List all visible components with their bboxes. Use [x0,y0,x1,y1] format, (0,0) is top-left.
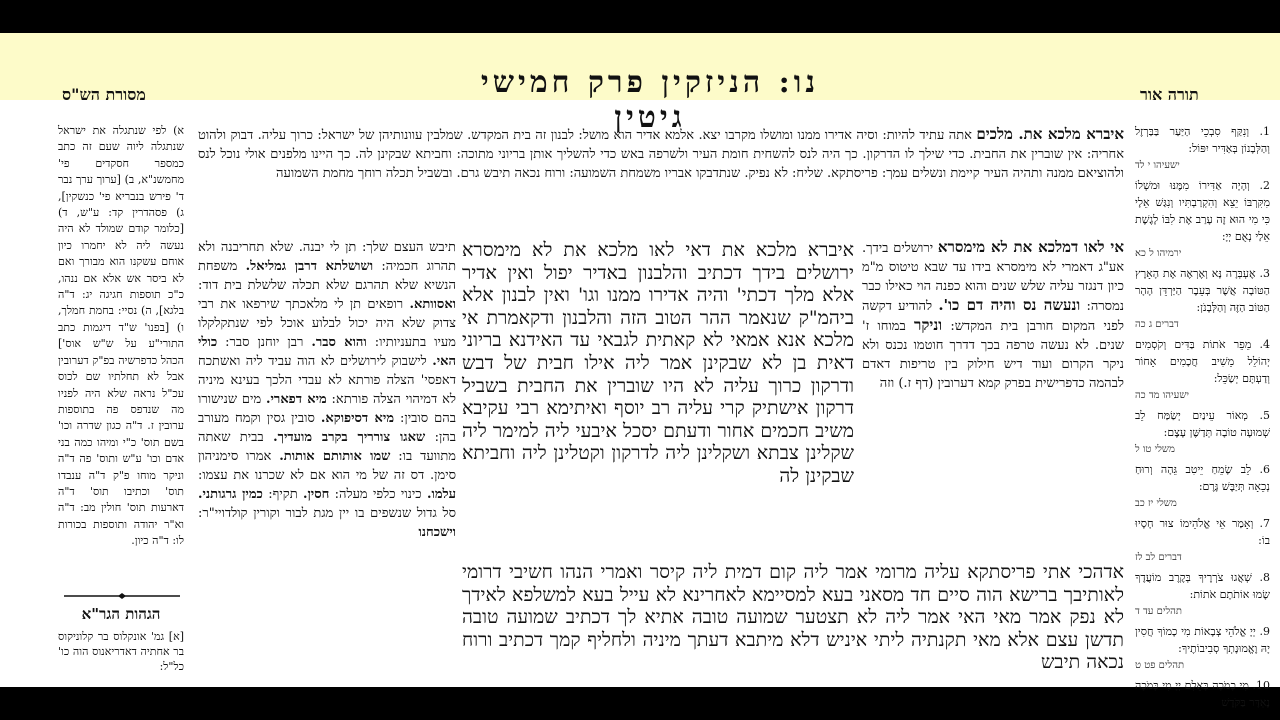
torah-or-entry: 4. מֵפֵר אֹתוֹת בַּדִּים וְקֹסְמִים יְהוֹלֵל מֵשִׁיב חֲכָמִים אָחוֹר וְדַעְתָּם יְשַׂכֵּל: ישעיהו מד כה [1135,338,1270,401]
dibbur-hamatchil: אי לאו דמלכא את לא מימסרא [937,238,1124,256]
ornament-divider [62,593,182,599]
dibbur-hamatchil: מיא דסיפוקא. [320,411,395,426]
dibbur-hamatchil: שמו אותותם אותות. [279,449,391,464]
dibbur-hamatchil: שאגו צורריך בקרב מועדיך. [273,430,426,445]
masoret-heading: מסורת הש"ס [62,85,146,104]
torah-or-column [1135,123,1270,709]
gemara-text: איברא מלכא את דאי לאו מלכא את לא מימסרא ירושלים בידך דכתיב והלבנון באדיר יפול ואין אדיר אלא מלך דכתי' והיה אדירו ממנו וגו' ואין לבנון אלא ביהמ"ק שנאמר ההר הטוב הזה והלבנון ודקאמרת אי מלכא אנא אמאי לא קאתית לגבאי עד האידנא בריוני דאית בן לא שבקינן אמר ליה אילו חבית של דבש ודרקון כרוך עליה לא היו שוברין את החבית בשביל דרקון אישתיק קרי עליה רב יוסף ואיתימא רבי עקיבא משיב חכמים אחור ודעתם יסכל איבעי ליה למימר ליה שקלינן צבתא ושקלינן ליה לדרקון וקטלינן ליה וחביתא שבקינן לה [462,239,854,487]
masoret-column: א) לפי שנתגלה את ישראל שנתגלה ליוה שעם זה כתב כמספר חסקדים פי' מחמשנ"א, ב) [ערוך ערך נבר ד' פירש בנבריא פי' כנשקין], ג) פסהדרין קד: ע"ש, ד) [כלומר קודם שמולד לא היה נעשה ליה לא יחמרו כיון אוחם עשקנו הוא מבורך ואם לא ביסר אש אלא אם ננהו, כ"כ תוספות חגיגה יג: ד"ה בלגא], ה) נסיי: בחמת חמלך, ו) [בפנו' ש"ד דיגמות כתב התורי"ע על ש"ש אוס'] הכהל כדפרשיה בפ"ק דערובין אבל לא תחלתיו שם לכוס עכ"ל נראה שלא היה לפניו מה שנדפס פה בתוספות ערובין ז. ד"ה כגון שדרה וכו' בשם תוס' כ"י ומיהו כמה בני אדם וכו' ע"ש ותוס' פה ד"ה וניקר מוחו פ"ק ד"ה ענבדו תוס' וכתיבו תוס' ד"ה דארעות תוס' חולין מב: ד"ה וא"ר יהודה ותוספות בכורות לו: ד"ה כיון. [58,124,184,548]
hagahot-title: הגהות הגר"א [81,605,161,623]
torah-or-entry: 7. וְאָמַר אֵי אֱלֹהֵימוֹ צוּר חָסָיוּ בוֹ: דברים לב לז [1135,517,1270,563]
dibbur-hamatchil: חסין. [302,487,330,502]
torah-or-entry: 2. וְהָיָה אַדִּירוֹ מִמֶּנּוּ וּמשְׁלוֹ מִקִּרְבּוֹ יֵצֵא וְהִקְרַבְתִּיו וְנִגַּשׁ אֵלָי כִּי מִי הוּא זֶה עָרַב אֶת לִבּוֹ לָגֶשֶׁת אֵלַי נְאֻם יְיָ: ירמיהו ל כא [1135,179,1270,259]
commentary-right: אי לאו דמלכא את לא מימסרא ירושלים בידך. אע"ג דאמרי לא מימסרא בידו עד שבא טיטוס מ"מ כיון דנגזר עליה שלש שנים והוא כפנה הוי כאילו כבר נמסרה: ונעשה נס והיה דם כו'. להודיע דקשה לפני המקום חורבן בית המקדש: וניקר במוחו ז' שנים. לא נעשה טרפה בכך דדרך חוטמו נכנס ולא ניקר הקרום ועוד דיש חילוק בין טריפות דאדם לבהמה כדפרישית בפרק קמא דערובין (דף ז.) וזה [862,238,1125,391]
dibbur-hamatchil: ושושלתא דרבן גמליאל. [245,259,374,274]
commentary-text: אתה עתיד להיות: וסיה אדירו ממנו ומושלו מקרבו יצא. אלמא אדיר הוא מושל: לבנון זה בית המקדש. שמלבין עוונותיהן של ישראל: כרוך עליה. דבוק ולהוט אחריה: אין שוברין את החבית. כדי שילך לו הדרקון. כך היה לנס להשחית חומת העיר ולשרפה באש כדי להשליך אותן בריוני מתוכה: וחביתא שבקינן לה. כך היינו מלפנים אולי נוכל לנס ולהוציאם ממנה ותהיה העיר קיימת ונשלים עמך: פריסתקא. שליח: לא נפיק. שנתדבקו אבריו משמחת השמועה: ורוח נכאה תיבש גרם. ובשביל תכלה רוחך מחמת השמועה [198,128,1124,181]
torah-or-entry: 9. יְיָ אֱלֹהֵי צְבָאוֹת מִי כָמוֹךָ חֲסִין יָהּ וֶאֱמוּנָתְךָ סְבִיבוֹתֶיךָ: תהלים פט ט [1135,625,1270,671]
torah-or-entry: 8. שְׁאֲגוּ צֹרְרֶיךָ בְּקֶרֶב מוֹעֲדֶךָ שָׂמוּ אוֹתֹתָם אֹתוֹת: תהלים עד ד [1135,571,1270,617]
dibbur-hamatchil: כולי האי. [198,335,456,369]
commentary-left: תיבש העצם שלך: תן לי יבנה. שלא תחריבנה ולא תהרוג חכמיה: ושושלתא דרבן גמליאל. משפחת הנשיא שלא תהרגם שלא תכלה שלשלת בית דוד: ואסוותא. רופאים תן לי מלאכתך שירפאו את רבי צדוק שלא היה יכול לבלוע אוכל לפי שנתקלקלו מעיו בתעניותיו: והוא סבר. רבן יוחנן סבר: כולי האי. לישבוק לירושלים לא הוה עביד ליה ואשתכח דאפסי' הצלה פורתא לא עבדי הלכך בעינא מיניה לא דמיהוי הצלה פורתא: מיא דפארי. מים שנישורו בהם סובין: מיא דסיפוקא. סובין גסין וקמח מעורב בהן: שאגו צורריך בקרב מועדיך. בבית שאתה מתוועד בו: שמו אותותם אותות. אמרו סימניהון סימן. דס זה של מי הוא אם לא שכרנו את עצמו: עלמו. כינוי כלפי מעלה: חסין. תקיף: כמין גרגותני. סל גדול שנשפים בו יין מגת לבור וקורין קולדויי"ר: וישכחנו [198,240,457,540]
gemara-text-continued: אדהכי אתי פריסתקא עליה מרומי אמר ליה קום דמית ליה קיסר ואמרי הנהו חשיבי דרומי לאותיבך ברישא הוה סיים חד מסאני בעא למסיימא לאחרינא לא עייל בעא למשלפא לאידך לא נפק אמר מאי האי אמר ליה לא תצטער שמועה טובה אתיא לך דכתיב שמועה טובה תדשן עצם אלא מאי תקנתיה ליתי איניש דלא מיתבא דעתך מיניה ולחליף קמך דכתיב ורוח נכאה תיבש [462,561,1124,673]
talmud-page [0,33,1280,709]
hagahot-text: [א] גמ' אונקלוס בר קלוניקוס בר אחתיה דאדריאנוס הוה כו' כל"ל: [58,630,184,673]
torah-or-entry: 3. אֶעְבְּרָה נָּא וְאֶרְאֶה אֶת הָאָרֶץ הַטּוֹבָה אֲשֶׁר בְּעֵבֶר הַיַּרְדֵּן הָהָר הַטּוֹב הַזֶּה וְהַלְּבָנֹן: דברים ג כה [1135,267,1270,330]
dibbur-hamatchil: כמין גרגותני. [198,487,263,502]
torah-or-entry: 10. מִי כָמֹכָה בָּאֵלִם יְיָ מִי כָּמֹכָה נֶאְדָּר בַּקֹּדֶשׁ [1135,679,1270,709]
dibbur-hamatchil: עלמו. [427,487,456,502]
dibbur-hamatchil: והוא סבר. [311,335,367,350]
dibbur-hamatchil: וניקר [914,316,943,334]
torah-or-entry: 1. וְנִקַּף סִבְכֵי הַיַּעַר בַּבַּרְזֶל וְהַלְּבָנוֹן בְּאַדִּיר יִפּוֹל: ישעיהו י לד [1135,125,1270,171]
torah-or-heading: תורה אור [1140,85,1199,104]
torah-or-entry: 5. מְאוֹר עֵינַיִם יְשַׂמַּח לֵב שְׁמוּעָה טוֹבָה תְּדַשֶּׁן עָצֶם: משלי טו ל [1135,409,1270,455]
dibbur-hamatchil: איברא מלכא את. מלכים [976,125,1124,143]
dibbur-hamatchil: ואסוותא. [409,297,456,312]
page-title: נו: הניזקין פרק חמישי גיטין [480,65,820,135]
dibbur-hamatchil: וישכחנו [418,525,456,540]
dibbur-hamatchil: מיא דפארי. [266,392,327,407]
commentary-top [198,125,1124,237]
torah-or-entry: 6. לֵב שָׂמֵחַ יֵיטִב גֵּהָה וְרוּחַ נְכֵאָה תְּיַבֶּשׁ גָּרֶם: משלי יז כב [1135,463,1270,509]
dibbur-hamatchil: ונעשה נס והיה דם כו'. [938,296,1081,314]
